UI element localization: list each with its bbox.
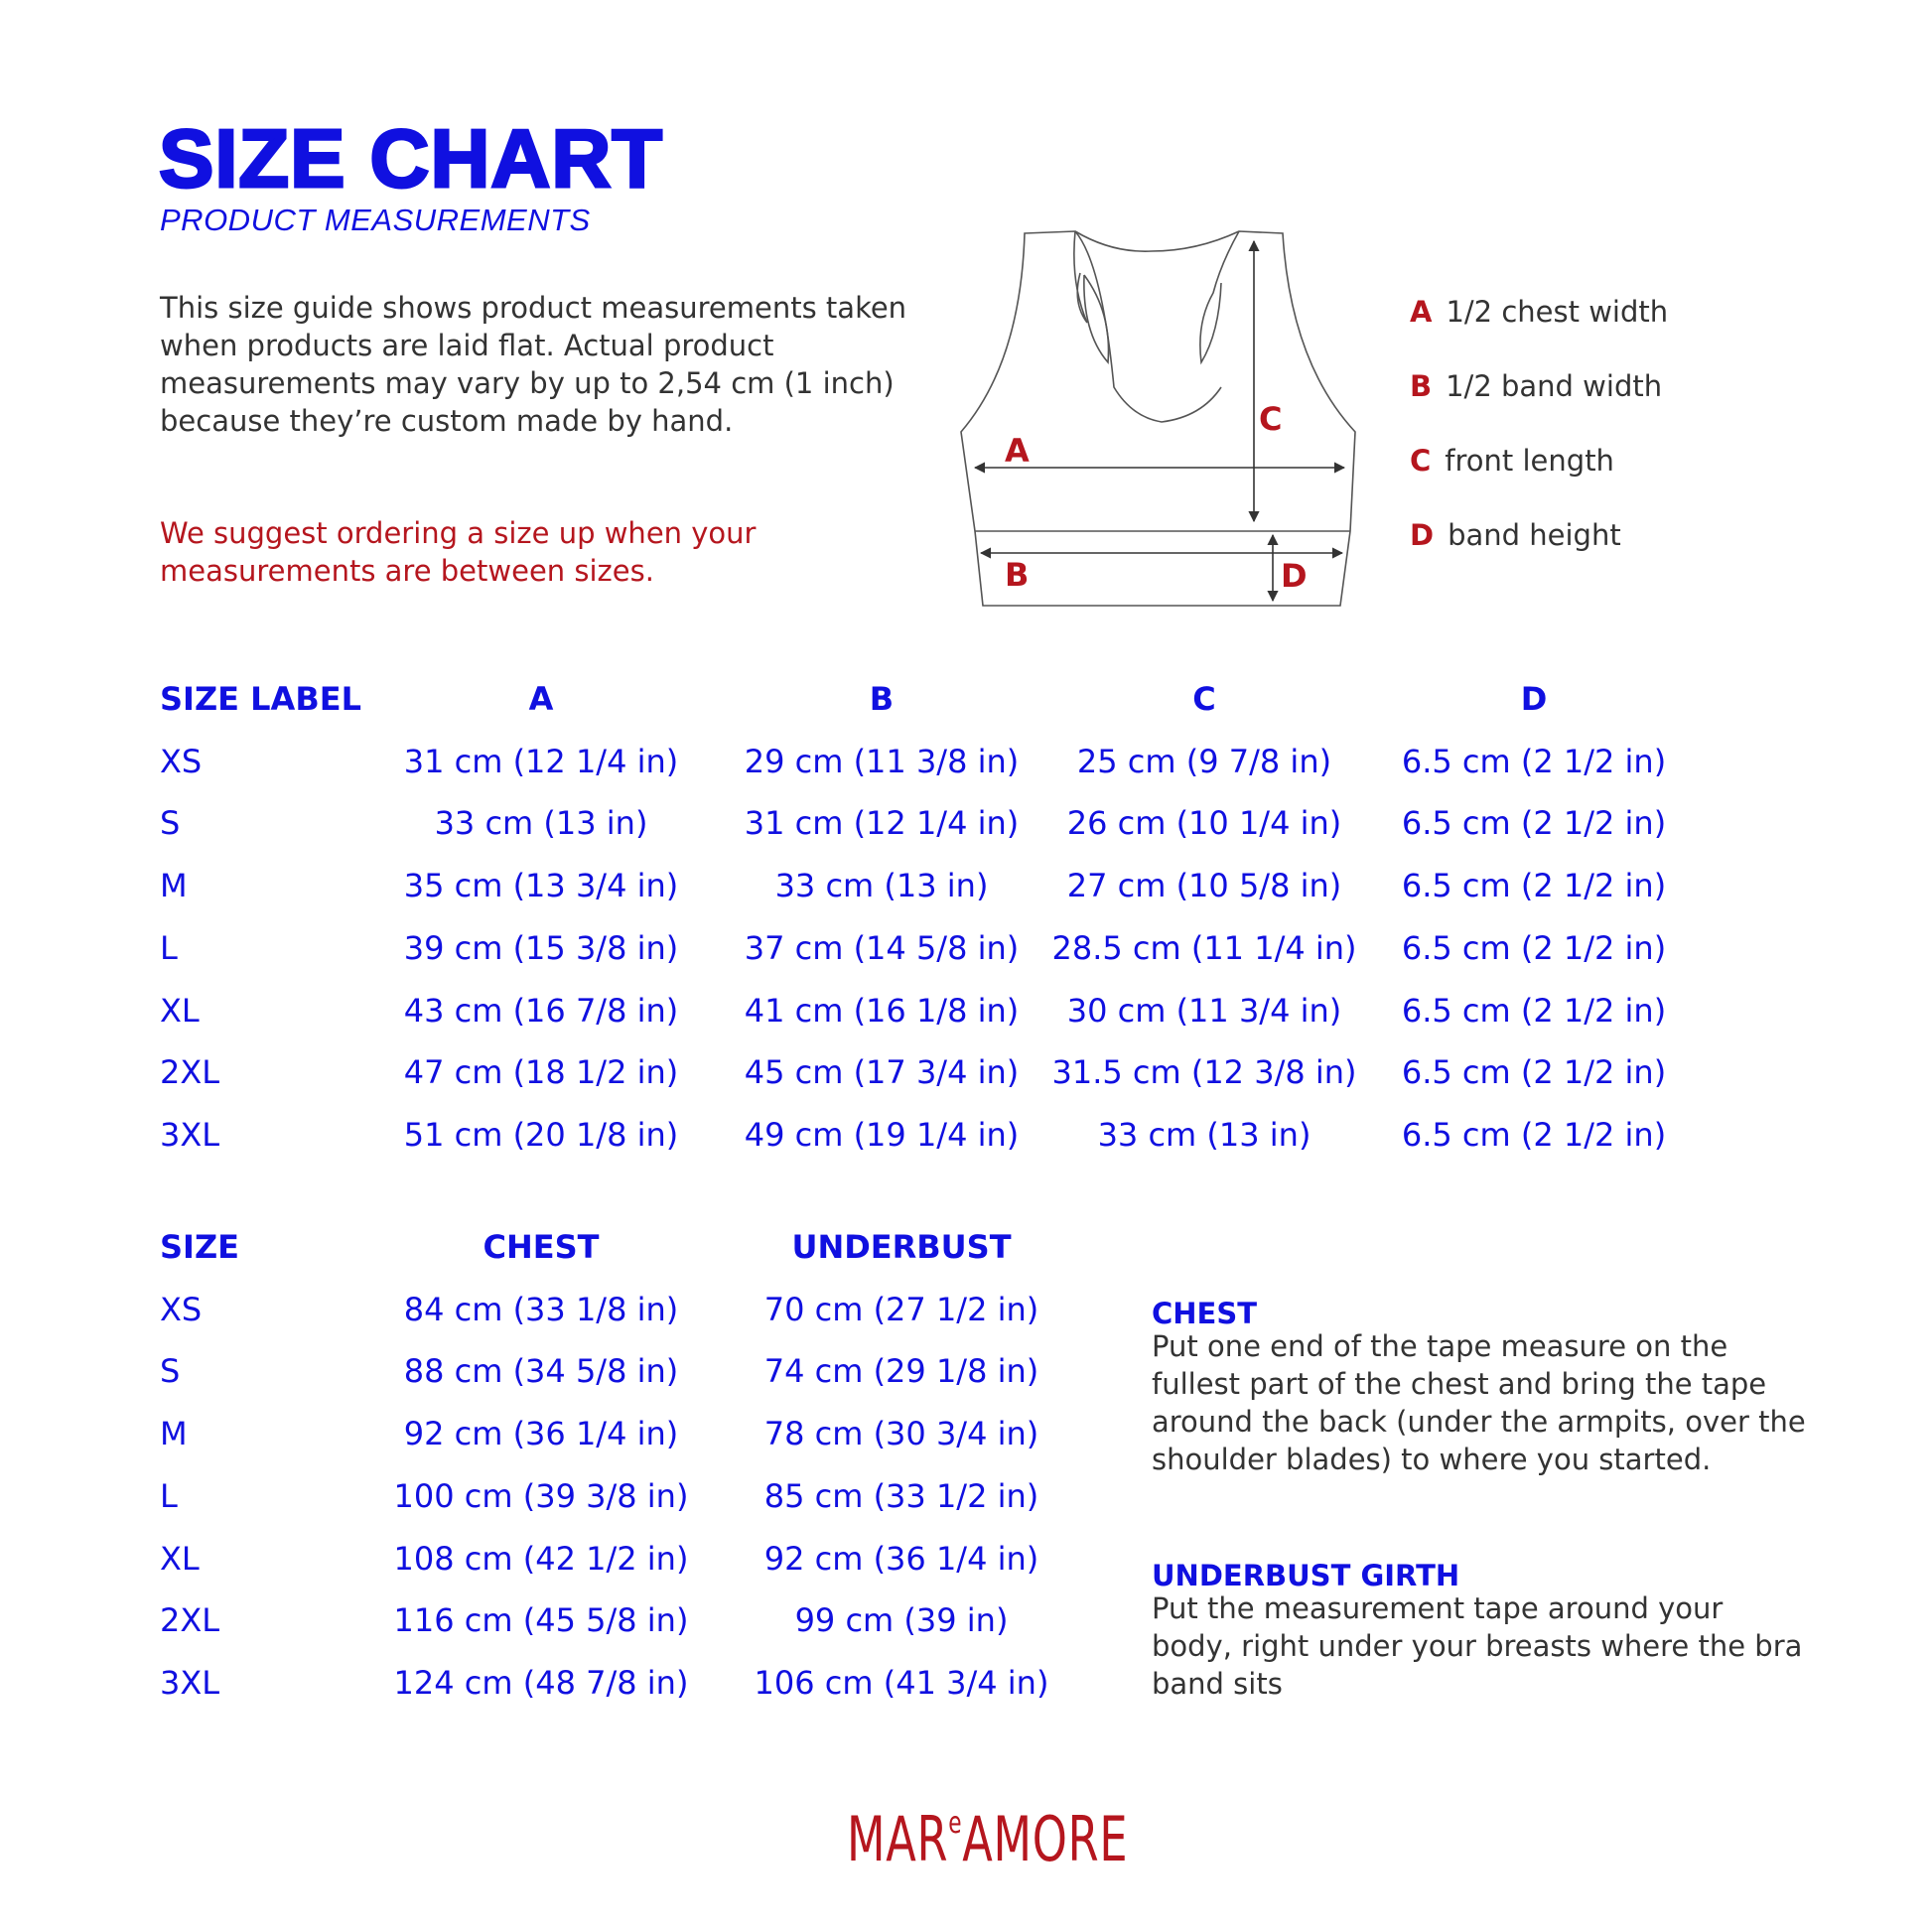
table-cell: 28.5 cm (11 1/4 in): [1051, 928, 1357, 967]
table-cell: 74 cm (29 1/8 in): [763, 1352, 1039, 1391]
table-cell: 6.5 cm (2 1/2 in): [1401, 928, 1667, 967]
table-cell: 29 cm (11 3/8 in): [744, 742, 1020, 780]
table-row-size: L: [160, 1476, 178, 1515]
diagram-label-d: D: [1281, 557, 1308, 595]
legend-item-c: C front length: [1410, 444, 1614, 478]
guide-chest-text: Put one end of the tape measure on the fullest part of the chest and bring the tape around the back (under the armpits, over the shoulder blades) to where you started.: [1152, 1329, 1806, 1476]
table-cell: 106 cm (41 3/4 in): [754, 1663, 1049, 1702]
page-subtitle: PRODUCT MEASUREMENTS: [160, 203, 591, 237]
table-cell: 6.5 cm (2 1/2 in): [1401, 991, 1667, 1030]
table-cell: 47 cm (18 1/2 in): [403, 1053, 679, 1092]
table-cell: 31 cm (12 1/4 in): [403, 742, 679, 780]
table-cell: 70 cm (27 1/2 in): [763, 1290, 1039, 1328]
table-row-size: 2XL: [160, 1053, 220, 1092]
guide-underbust-title: UNDERBUST GIRTH: [1152, 1559, 1460, 1592]
table-row-size: XL: [160, 991, 200, 1030]
table-cell: 31.5 cm (12 3/8 in): [1051, 1053, 1357, 1092]
table-header: CHEST: [483, 1228, 600, 1266]
table-row-size: XL: [160, 1539, 200, 1578]
table-row-size: S: [160, 804, 181, 843]
diagram-label-b: B: [1005, 556, 1030, 594]
table-cell: 124 cm (48 7/8 in): [393, 1663, 689, 1702]
table-cell: 41 cm (16 1/8 in): [744, 991, 1020, 1030]
size-suggestion: We suggest ordering a size up when your measurements are between sizes.: [160, 516, 757, 588]
intro-text: This size guide shows product measurements taken when products are laid flat. Actual product measurements may vary by up to 2,54 cm (1 inch) because they’re custom made by hand.: [160, 291, 907, 438]
table-cell: 88 cm (34 5/8 in): [403, 1352, 679, 1391]
table-cell: 116 cm (45 5/8 in): [393, 1601, 689, 1640]
table-row-size: M: [160, 867, 188, 905]
table-header: A: [528, 680, 554, 718]
table-cell: 99 cm (39 in): [794, 1601, 1009, 1640]
table-cell: 85 cm (33 1/2 in): [763, 1476, 1039, 1515]
table-header: UNDERBUST: [791, 1228, 1012, 1266]
table-cell: 33 cm (13 in): [1097, 1115, 1311, 1154]
table-cell: 45 cm (17 3/4 in): [744, 1053, 1020, 1092]
table-cell: 33 cm (13 in): [434, 804, 648, 843]
table-cell: 49 cm (19 1/4 in): [744, 1115, 1020, 1154]
table-header: B: [869, 680, 895, 718]
diagram-label-a: A: [1005, 432, 1030, 470]
table-row-size: 2XL: [160, 1601, 220, 1640]
table-header: SIZE: [160, 1228, 240, 1266]
table-cell: 31 cm (12 1/4 in): [744, 804, 1020, 843]
table-cell: 84 cm (33 1/8 in): [403, 1290, 679, 1328]
table-cell: 6.5 cm (2 1/2 in): [1401, 1115, 1667, 1154]
table-cell: 108 cm (42 1/2 in): [393, 1539, 689, 1578]
table-cell: 92 cm (36 1/4 in): [763, 1539, 1039, 1578]
bra-diagram: [953, 223, 1370, 611]
table-cell: 37 cm (14 5/8 in): [744, 928, 1020, 967]
table-cell: 51 cm (20 1/8 in): [403, 1115, 679, 1154]
diagram-label-c: C: [1259, 400, 1283, 438]
table-cell: 78 cm (30 3/4 in): [763, 1415, 1039, 1453]
table-cell: 100 cm (39 3/8 in): [393, 1476, 689, 1515]
table-row-size: XS: [160, 742, 203, 780]
table-cell: 6.5 cm (2 1/2 in): [1401, 1053, 1667, 1092]
table-cell: 6.5 cm (2 1/2 in): [1401, 867, 1667, 905]
table-row-size: L: [160, 928, 178, 967]
legend-item-b: B 1/2 band width: [1410, 369, 1663, 403]
table-cell: 39 cm (15 3/8 in): [403, 928, 679, 967]
table-cell: 92 cm (36 1/4 in): [403, 1415, 679, 1453]
table-cell: 35 cm (13 3/4 in): [403, 867, 679, 905]
table-cell: 27 cm (10 5/8 in): [1066, 867, 1342, 905]
table-cell: 26 cm (10 1/4 in): [1066, 804, 1342, 843]
page-title: SIZE CHART: [159, 112, 663, 205]
table-cell: 6.5 cm (2 1/2 in): [1401, 804, 1667, 843]
table-row-size: M: [160, 1415, 188, 1453]
table-header: D: [1520, 680, 1548, 718]
brand-logo: MAR$^e$AMORE: [847, 1803, 1129, 1875]
table-cell: 6.5 cm (2 1/2 in): [1401, 742, 1667, 780]
table-row-size: 3XL: [160, 1663, 220, 1702]
guide-chest-title: CHEST: [1152, 1297, 1258, 1330]
table-cell: 30 cm (11 3/4 in): [1066, 991, 1342, 1030]
guide-underbust-text: Put the measurement tape around your body, right under your breasts where the bra band sits: [1152, 1591, 1803, 1701]
table-row-size: 3XL: [160, 1115, 220, 1154]
table-cell: 33 cm (13 in): [774, 867, 989, 905]
table-header: SIZE LABEL: [160, 680, 361, 718]
table-cell: 25 cm (9 7/8 in): [1076, 742, 1332, 780]
table-cell: 43 cm (16 7/8 in): [403, 991, 679, 1030]
table-row-size: XS: [160, 1290, 203, 1328]
table-row-size: S: [160, 1352, 181, 1391]
legend-item-d: D band height: [1410, 518, 1621, 552]
garment-outline: [961, 231, 1355, 606]
legend-item-a: A 1/2 chest width: [1410, 295, 1669, 329]
table-header: C: [1192, 680, 1216, 718]
